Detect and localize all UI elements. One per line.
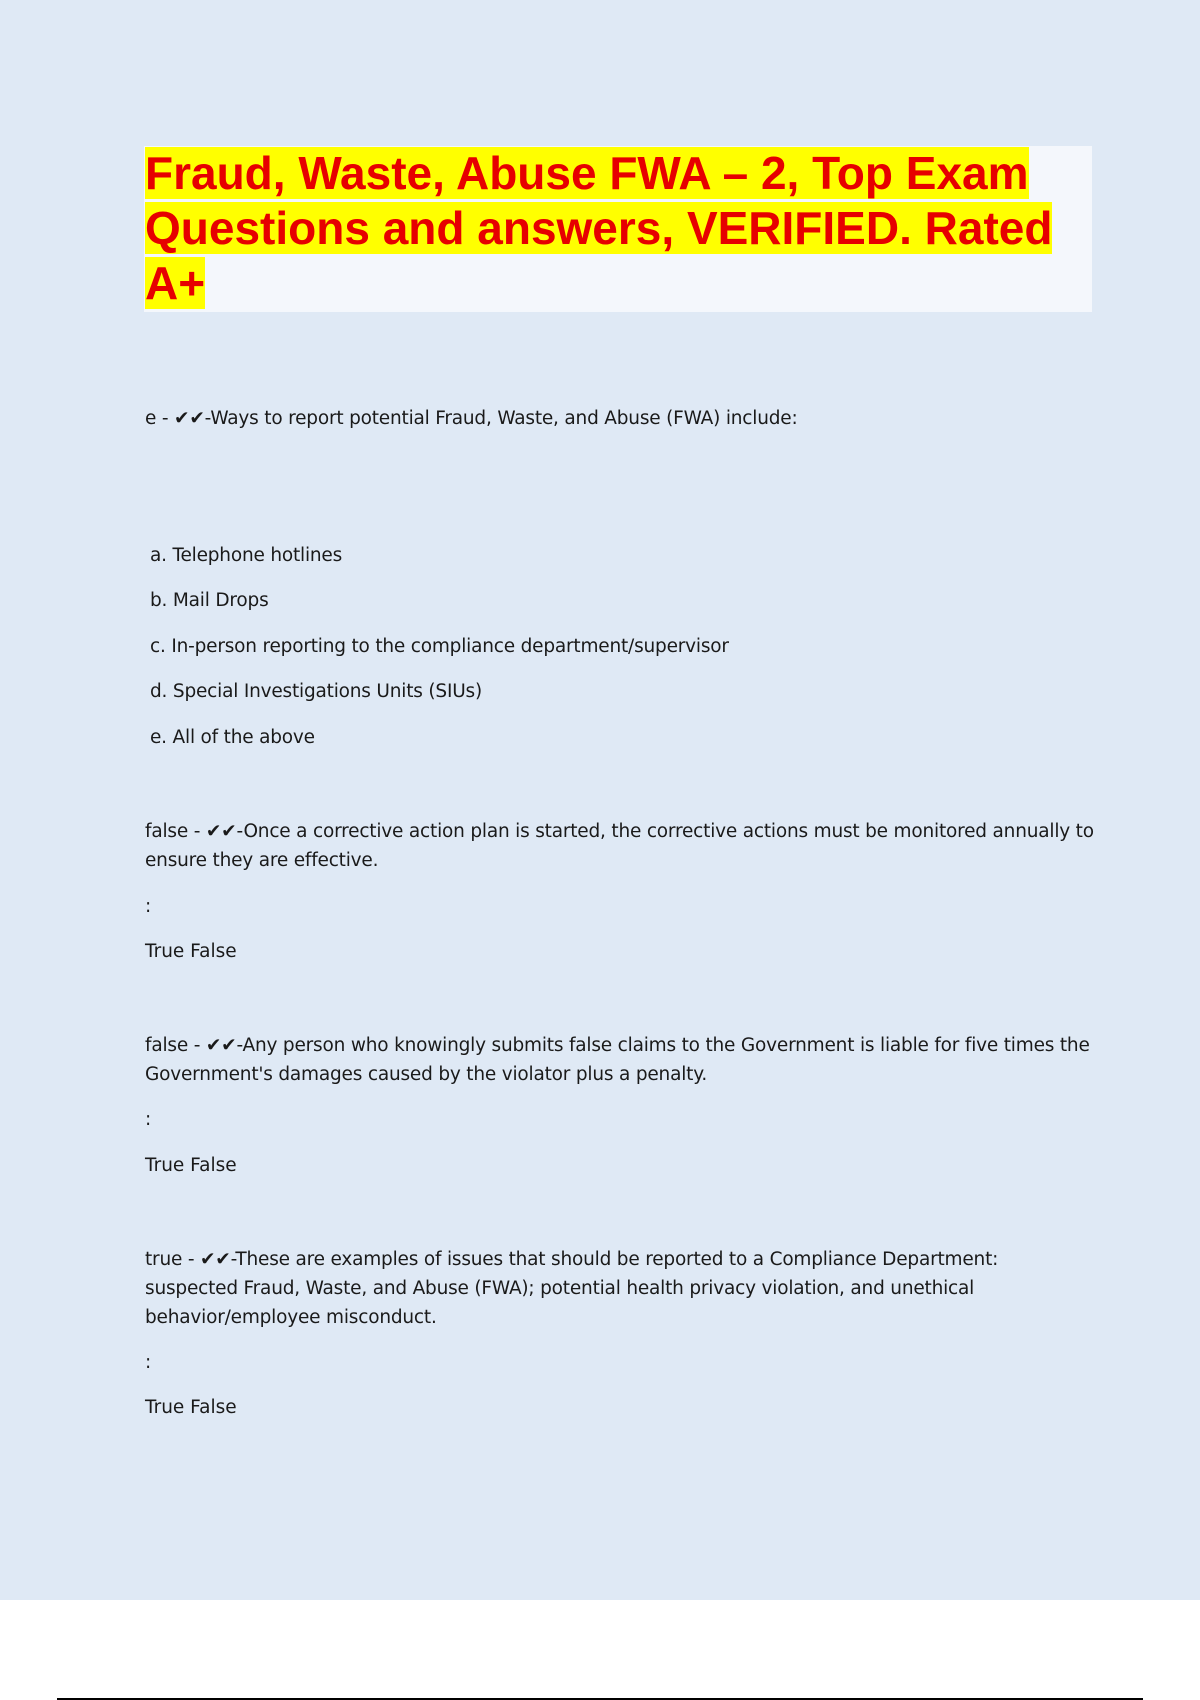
- question-2-choices: True False: [145, 941, 237, 962]
- question-1-text: e - ✔✔-Ways to report potential Fraud, Waste, and Abuse (FWA) include:: [145, 408, 798, 429]
- question-1-option-b: b. Mail Drops: [150, 590, 269, 611]
- document-title: [145, 146, 1085, 311]
- question-1-option-a: a. Telephone hotlines: [150, 545, 343, 566]
- question-3-choices: True False: [145, 1155, 237, 1176]
- question-4-choices: True False: [145, 1397, 237, 1418]
- document-title-highlight: Fraud, Waste, Abuse FWA – 2, Top Exam Questions and answers, VERIFIED. Rated A+: [145, 147, 1053, 309]
- question-3-colon: :: [145, 1109, 152, 1130]
- question-4-text: true - ✔✔-These are examples of issues that should be reported to a Compliance Department: suspected Fraud, Waste, and Abuse (FWA); potential health privacy violation, and unethical behavior/employee misconduct.: [145, 1249, 999, 1328]
- question-1-option-d: d. Special Investigations Units (SIUs): [150, 681, 483, 702]
- question-1-option-e: e. All of the above: [150, 727, 315, 748]
- question-3-text: false - ✔✔-Any person who knowingly submits false claims to the Government is liable for five times the Government's damages caused by the violator plus a penalty.: [145, 1035, 1090, 1085]
- question-1-option-c: c. In-person reporting to the compliance department/supervisor: [150, 636, 729, 657]
- question-4-colon: :: [145, 1352, 152, 1373]
- question-2-text: false - ✔✔-Once a corrective action plan is started, the corrective actions must be monitored annually to ensure they are effective.: [145, 821, 1094, 871]
- question-2-colon: :: [145, 896, 152, 917]
